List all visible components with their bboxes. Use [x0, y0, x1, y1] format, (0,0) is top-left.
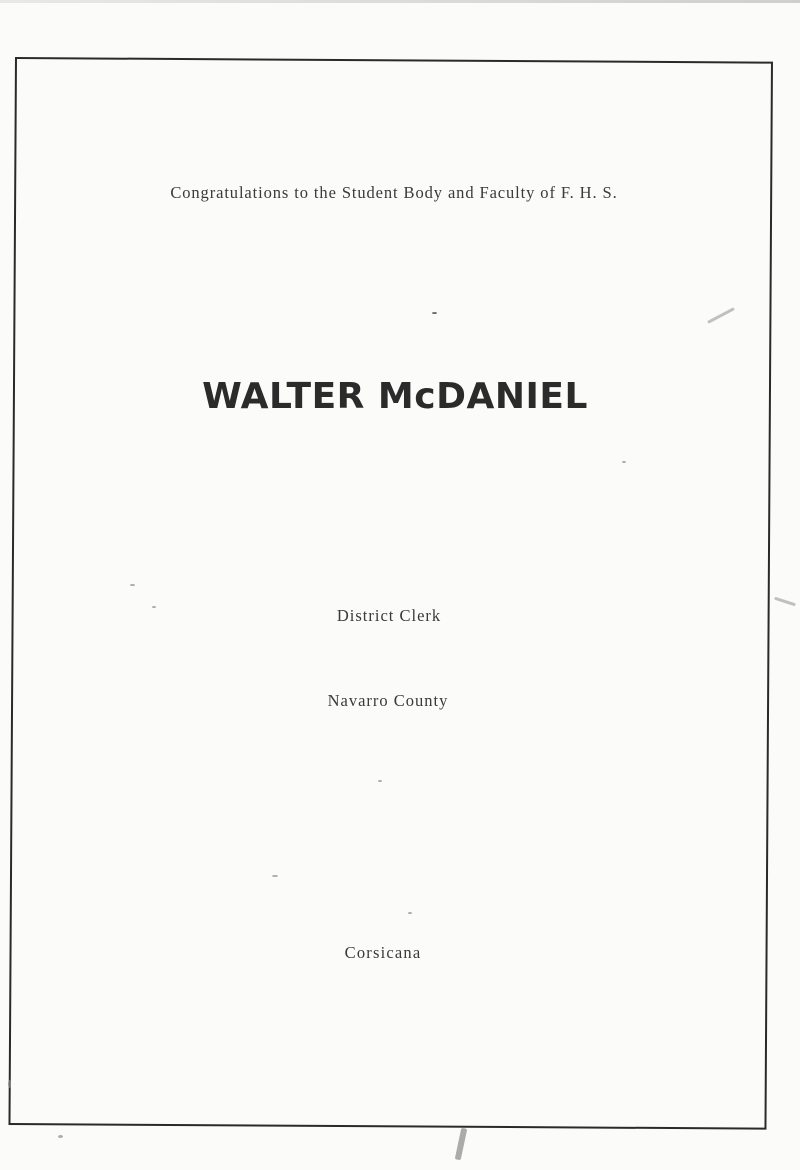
page-top-edge — [0, 0, 800, 3]
paper-speck — [272, 875, 278, 877]
sponsor-name: WALTER McDANIEL — [202, 376, 588, 417]
paper-speck — [8, 1080, 11, 1088]
paper-speck — [130, 584, 135, 586]
paper-scuff — [774, 597, 796, 607]
paper-speck — [408, 912, 412, 914]
paper-speck — [378, 780, 382, 782]
paper-speck — [58, 1135, 63, 1138]
greeting-line: Congratulations to the Student Body and Faculty of F. H. S. — [170, 183, 618, 202]
paper-speck — [432, 312, 437, 314]
paper-speck — [622, 461, 626, 463]
county-name: Navarro County — [327, 691, 449, 710]
office-title: District Clerk — [336, 606, 442, 625]
ad-border-frame — [8, 57, 773, 1130]
city-name: Corsicana — [344, 943, 422, 962]
paper-speck — [152, 606, 156, 608]
paper-scuff — [455, 1128, 468, 1161]
